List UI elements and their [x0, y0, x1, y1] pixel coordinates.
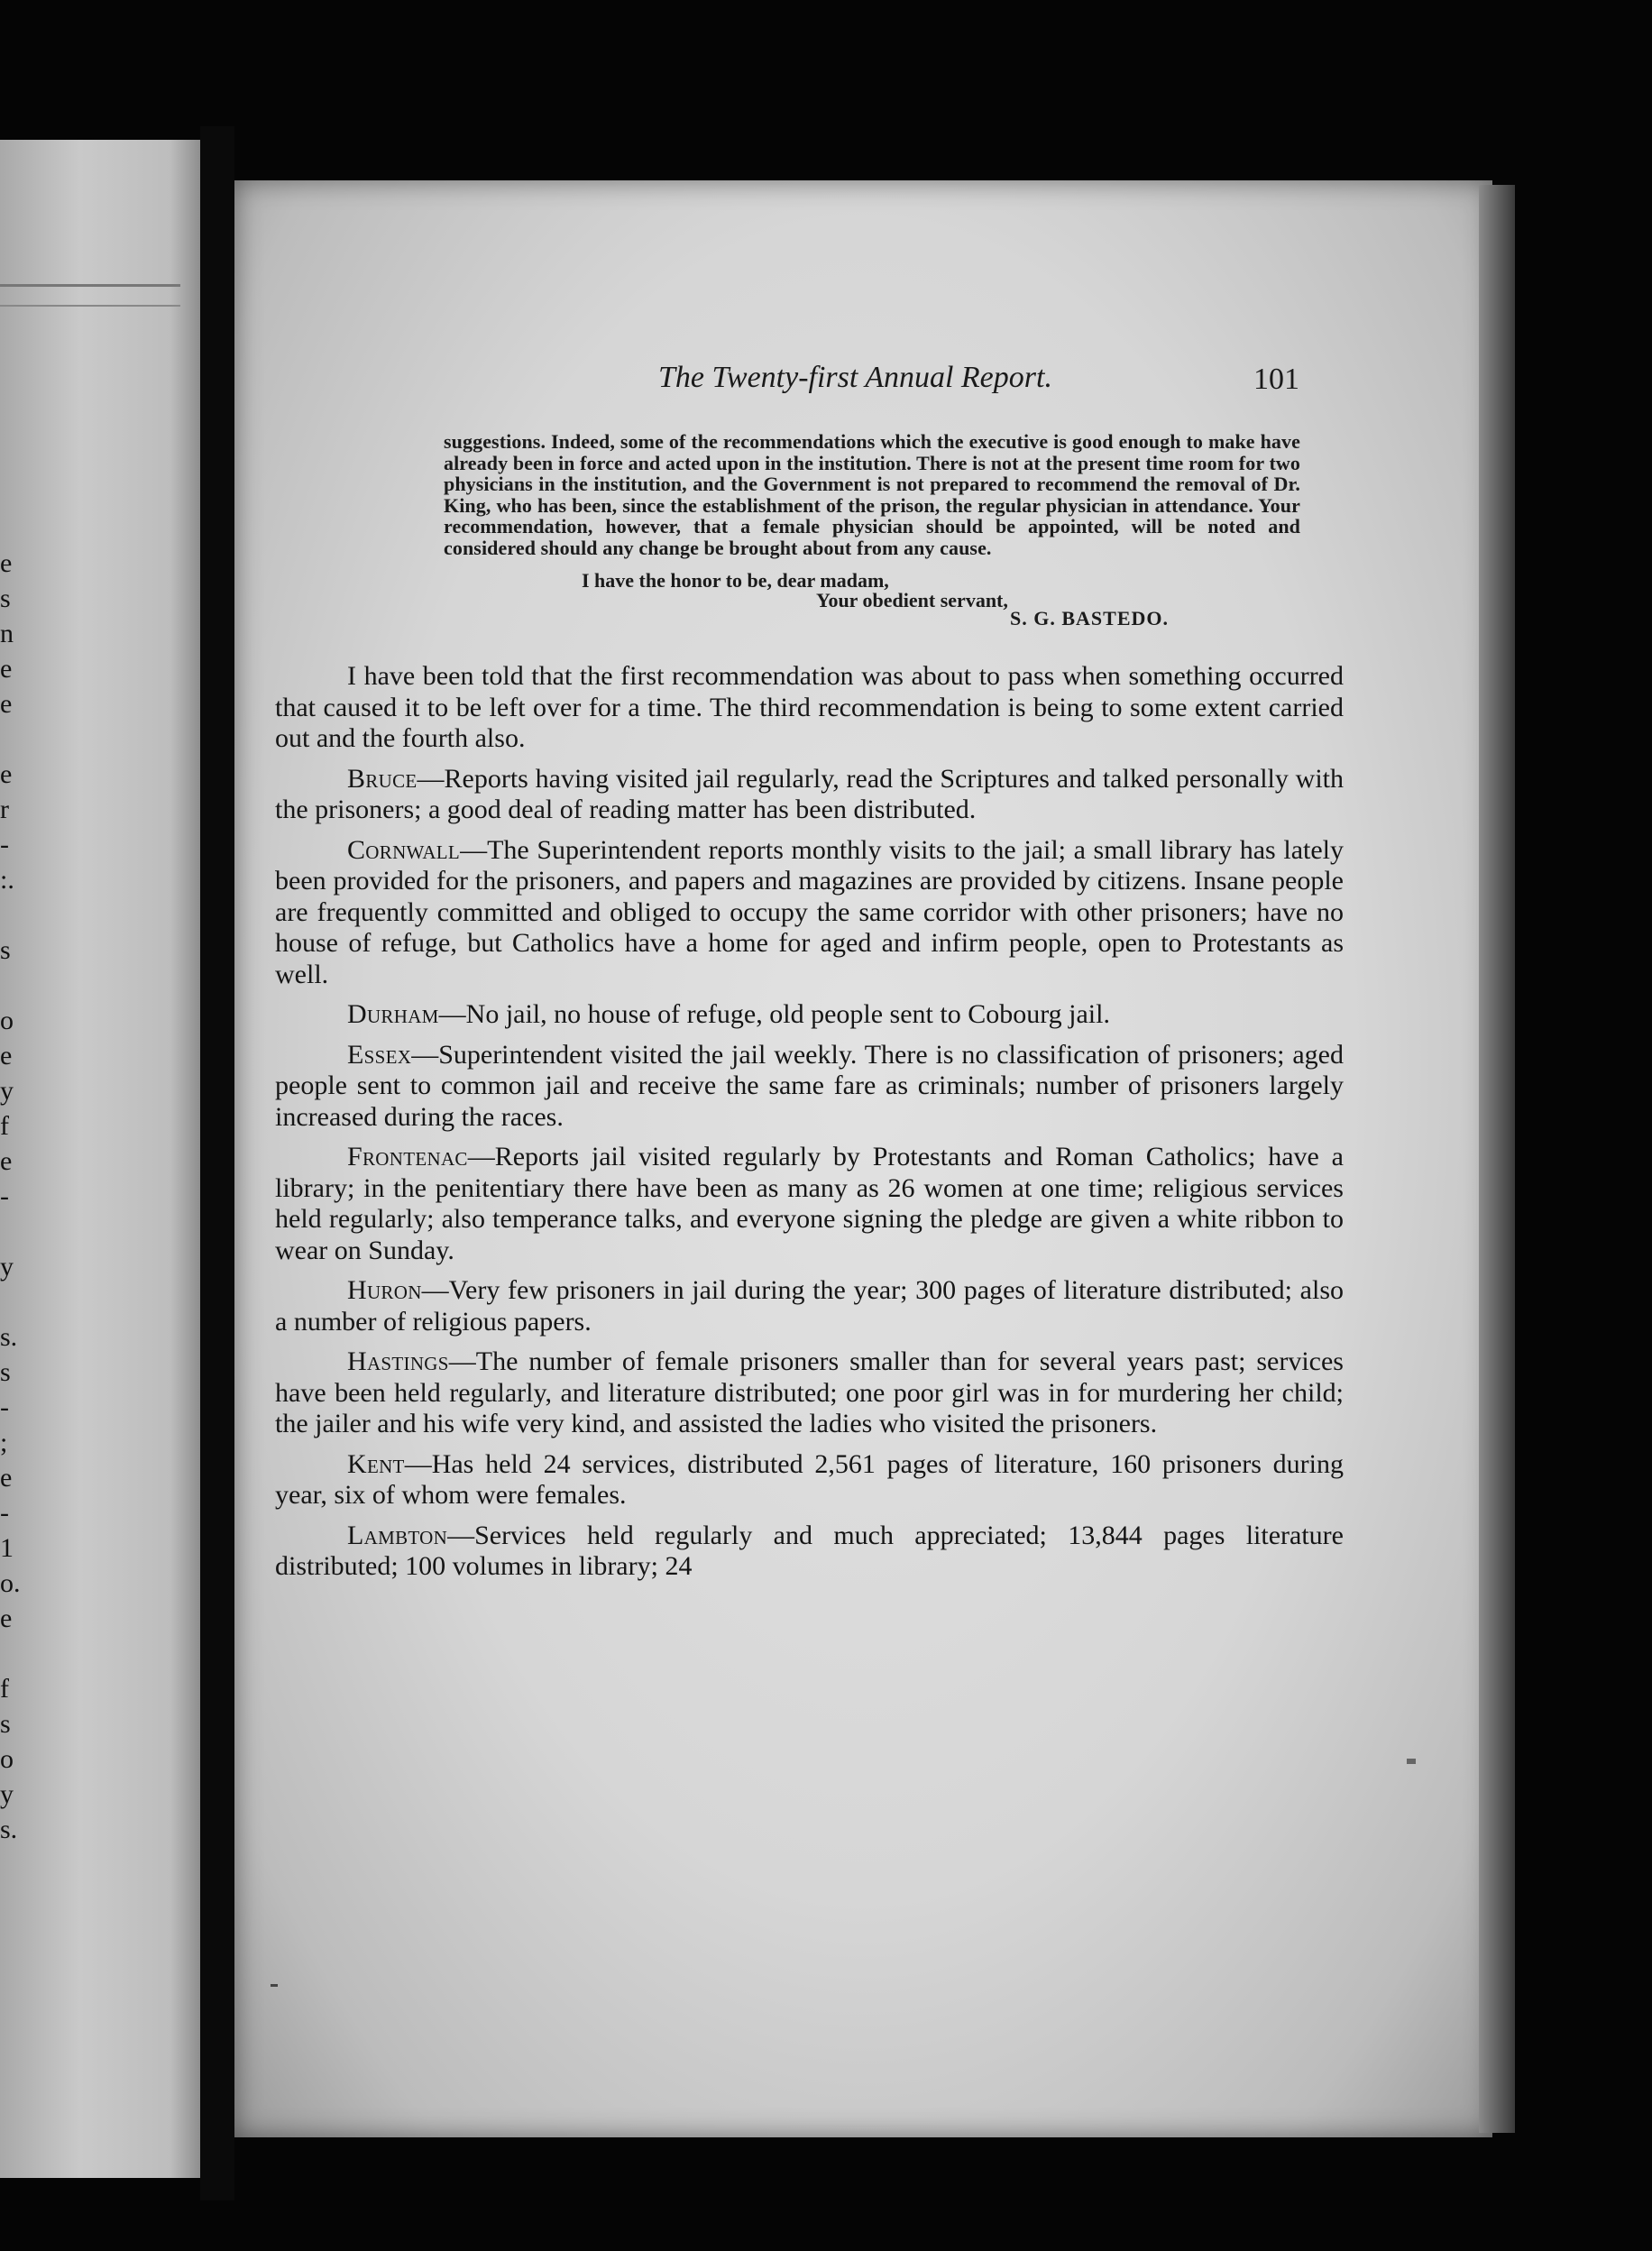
left-page-letter: e [0, 548, 13, 578]
left-page-letter: s [0, 935, 11, 965]
left-page-letter: e [0, 654, 13, 684]
county-report-text: —Superintendent visited the jail weekly. There is no classification of prisoners; aged people sent to common jail and receive the same fare as criminals; number of prisoners largely increased during the races. [275, 1039, 1344, 1132]
left-page-letter: e [0, 1463, 13, 1493]
county-report-text: —Reports having visited jail regularly, read the Scriptures and talked personally with the prisoners; a good deal of reading matter has been distributed. [275, 763, 1344, 824]
county-name: Huron [347, 1275, 422, 1305]
book-gutter [200, 126, 234, 2200]
left-page-letter: y [0, 1779, 14, 1809]
county-name: Lambton [347, 1520, 448, 1550]
left-page-letter: - [0, 1181, 9, 1211]
report-page [234, 180, 1492, 2137]
intro-paragraph: I have been told that the first recommendation was about to pass when something occurred that caused it to be left over for a time. The third recommendation is being to some extent carried out and the fourth also. [275, 661, 1344, 753]
left-page-letter: s [0, 1357, 11, 1387]
county-name: Kent [347, 1448, 405, 1479]
running-head: The Twenty-first Annual Report. [658, 361, 1052, 394]
page-number: 101 [1253, 363, 1299, 396]
county-report-text: —Services held regularly and much appreciated; 13,844 pages literature distributed; 100 volumes in library; 24 [275, 1520, 1344, 1581]
report-bruce [275, 764, 1344, 826]
left-page-letters [0, 546, 27, 1847]
report-essex [275, 1040, 1344, 1134]
left-page-letter [0, 1284, 27, 1319]
left-page-letter: o. [0, 1568, 21, 1598]
left-page-letter [0, 897, 27, 933]
left-page-letter [0, 1636, 27, 1671]
left-page-letter [0, 968, 27, 1003]
letter-signature: S. G. BASTEDO. [1010, 607, 1169, 629]
county-name: Durham [347, 999, 439, 1029]
scan-speck [271, 1984, 278, 1987]
left-page-letter: e [0, 1603, 13, 1633]
report-kent [275, 1449, 1344, 1511]
scan-speck [1407, 1759, 1416, 1764]
county-name: Hastings [347, 1346, 449, 1376]
report-frontenac [275, 1142, 1344, 1266]
left-page-letter: o [0, 1006, 14, 1035]
left-page-letter: - [0, 1392, 9, 1422]
left-page-letter: y [0, 1076, 14, 1106]
county-name: Cornwall [347, 834, 461, 865]
left-page-letter: e [0, 1041, 13, 1070]
left-page-letter: - [0, 830, 9, 859]
report-body [275, 661, 1344, 1592]
left-page-fragment [0, 140, 200, 2178]
left-page-letter: :. [0, 865, 14, 895]
left-page-letter: r [0, 795, 9, 824]
left-page-letter: o [0, 1744, 14, 1774]
left-page-letter [0, 1214, 27, 1249]
report-hastings [275, 1346, 1344, 1440]
county-report-text: —The Superintendent reports monthly visits to the jail; a small library has lately been provided for the prisoners, and papers and magazines are provided by citizens. Insane people are frequently committed and obliged to occupy the same corridor with other prisoners; have no house of refuge, but Catholics have a home for aged and infirm people, open to Protestants as well. [275, 834, 1344, 989]
report-durham [275, 999, 1344, 1031]
left-page-letter: y [0, 1252, 14, 1282]
report-lambton [275, 1521, 1344, 1583]
county-name: Essex [347, 1039, 412, 1070]
letter-excerpt: suggestions. Indeed, some of the recommendations which the executive is good enough to make have already been in force and acted upon in the institution. There is not at the present time room for two physicians in the institution, and the Government is not prepared to recommend the removal of Dr. King, who has been, since the establishment of the prison, the regular physician in attendance. Your recommendation, however, that a female physician should be appointed, will be noted and considered should any change be brought about from any cause. [444, 430, 1300, 559]
county-report-text: —Very few prisoners in jail during the year; 300 pages of literature distributed; also a number of religious papers. [275, 1275, 1344, 1337]
left-page-letter: ; [0, 1428, 8, 1457]
letter-servant: Your obedient servant, [816, 589, 1008, 611]
letter-salutation: I have the honor to be, dear madam, [582, 569, 889, 592]
page-edge-shadow [1479, 185, 1515, 2133]
left-page-letter: 1 [0, 1533, 14, 1563]
left-page-letter: - [0, 1498, 9, 1528]
left-page-letter: e [0, 689, 13, 719]
left-page-letter: f [0, 1674, 9, 1704]
left-page-letter [0, 721, 27, 757]
left-page-letter: e [0, 1146, 13, 1176]
left-page-edge [0, 284, 180, 307]
left-page-letter: s. [0, 1815, 18, 1844]
county-report-text: —No jail, no house of refuge, old people sent to Cobourg jail. [438, 999, 1110, 1029]
left-page-letter: s [0, 583, 11, 613]
left-page-letter: n [0, 619, 14, 648]
county-name: Bruce [347, 763, 418, 794]
left-page-letter: s [0, 1709, 11, 1739]
county-report-text: —Reports jail visited regularly by Protestants and Roman Catholics; have a library; in the penitentiary there have been as many as 26 women at one time; religious services held regularly; also temperance talks, and everyone signing the pledge are given a white ribbon to wear on Sunday. [275, 1142, 1344, 1265]
report-cornwall [275, 835, 1344, 991]
report-huron [275, 1275, 1344, 1337]
county-name: Frontenac [347, 1142, 468, 1171]
left-page-letter: e [0, 759, 13, 789]
left-page-letter: s. [0, 1322, 18, 1352]
county-report-text: —Has held 24 services, distributed 2,561 pages of literature, 160 prisoners during year, six of whom were females. [275, 1448, 1344, 1510]
left-page-letter: f [0, 1111, 9, 1141]
county-report-text: —The number of female prisoners smaller than for several years past; services have been held regularly, and literature distributed; one poor girl was in for murdering her child; the jailer and his wife very kind, and assisted the ladies who visited the prisoners. [275, 1346, 1344, 1438]
